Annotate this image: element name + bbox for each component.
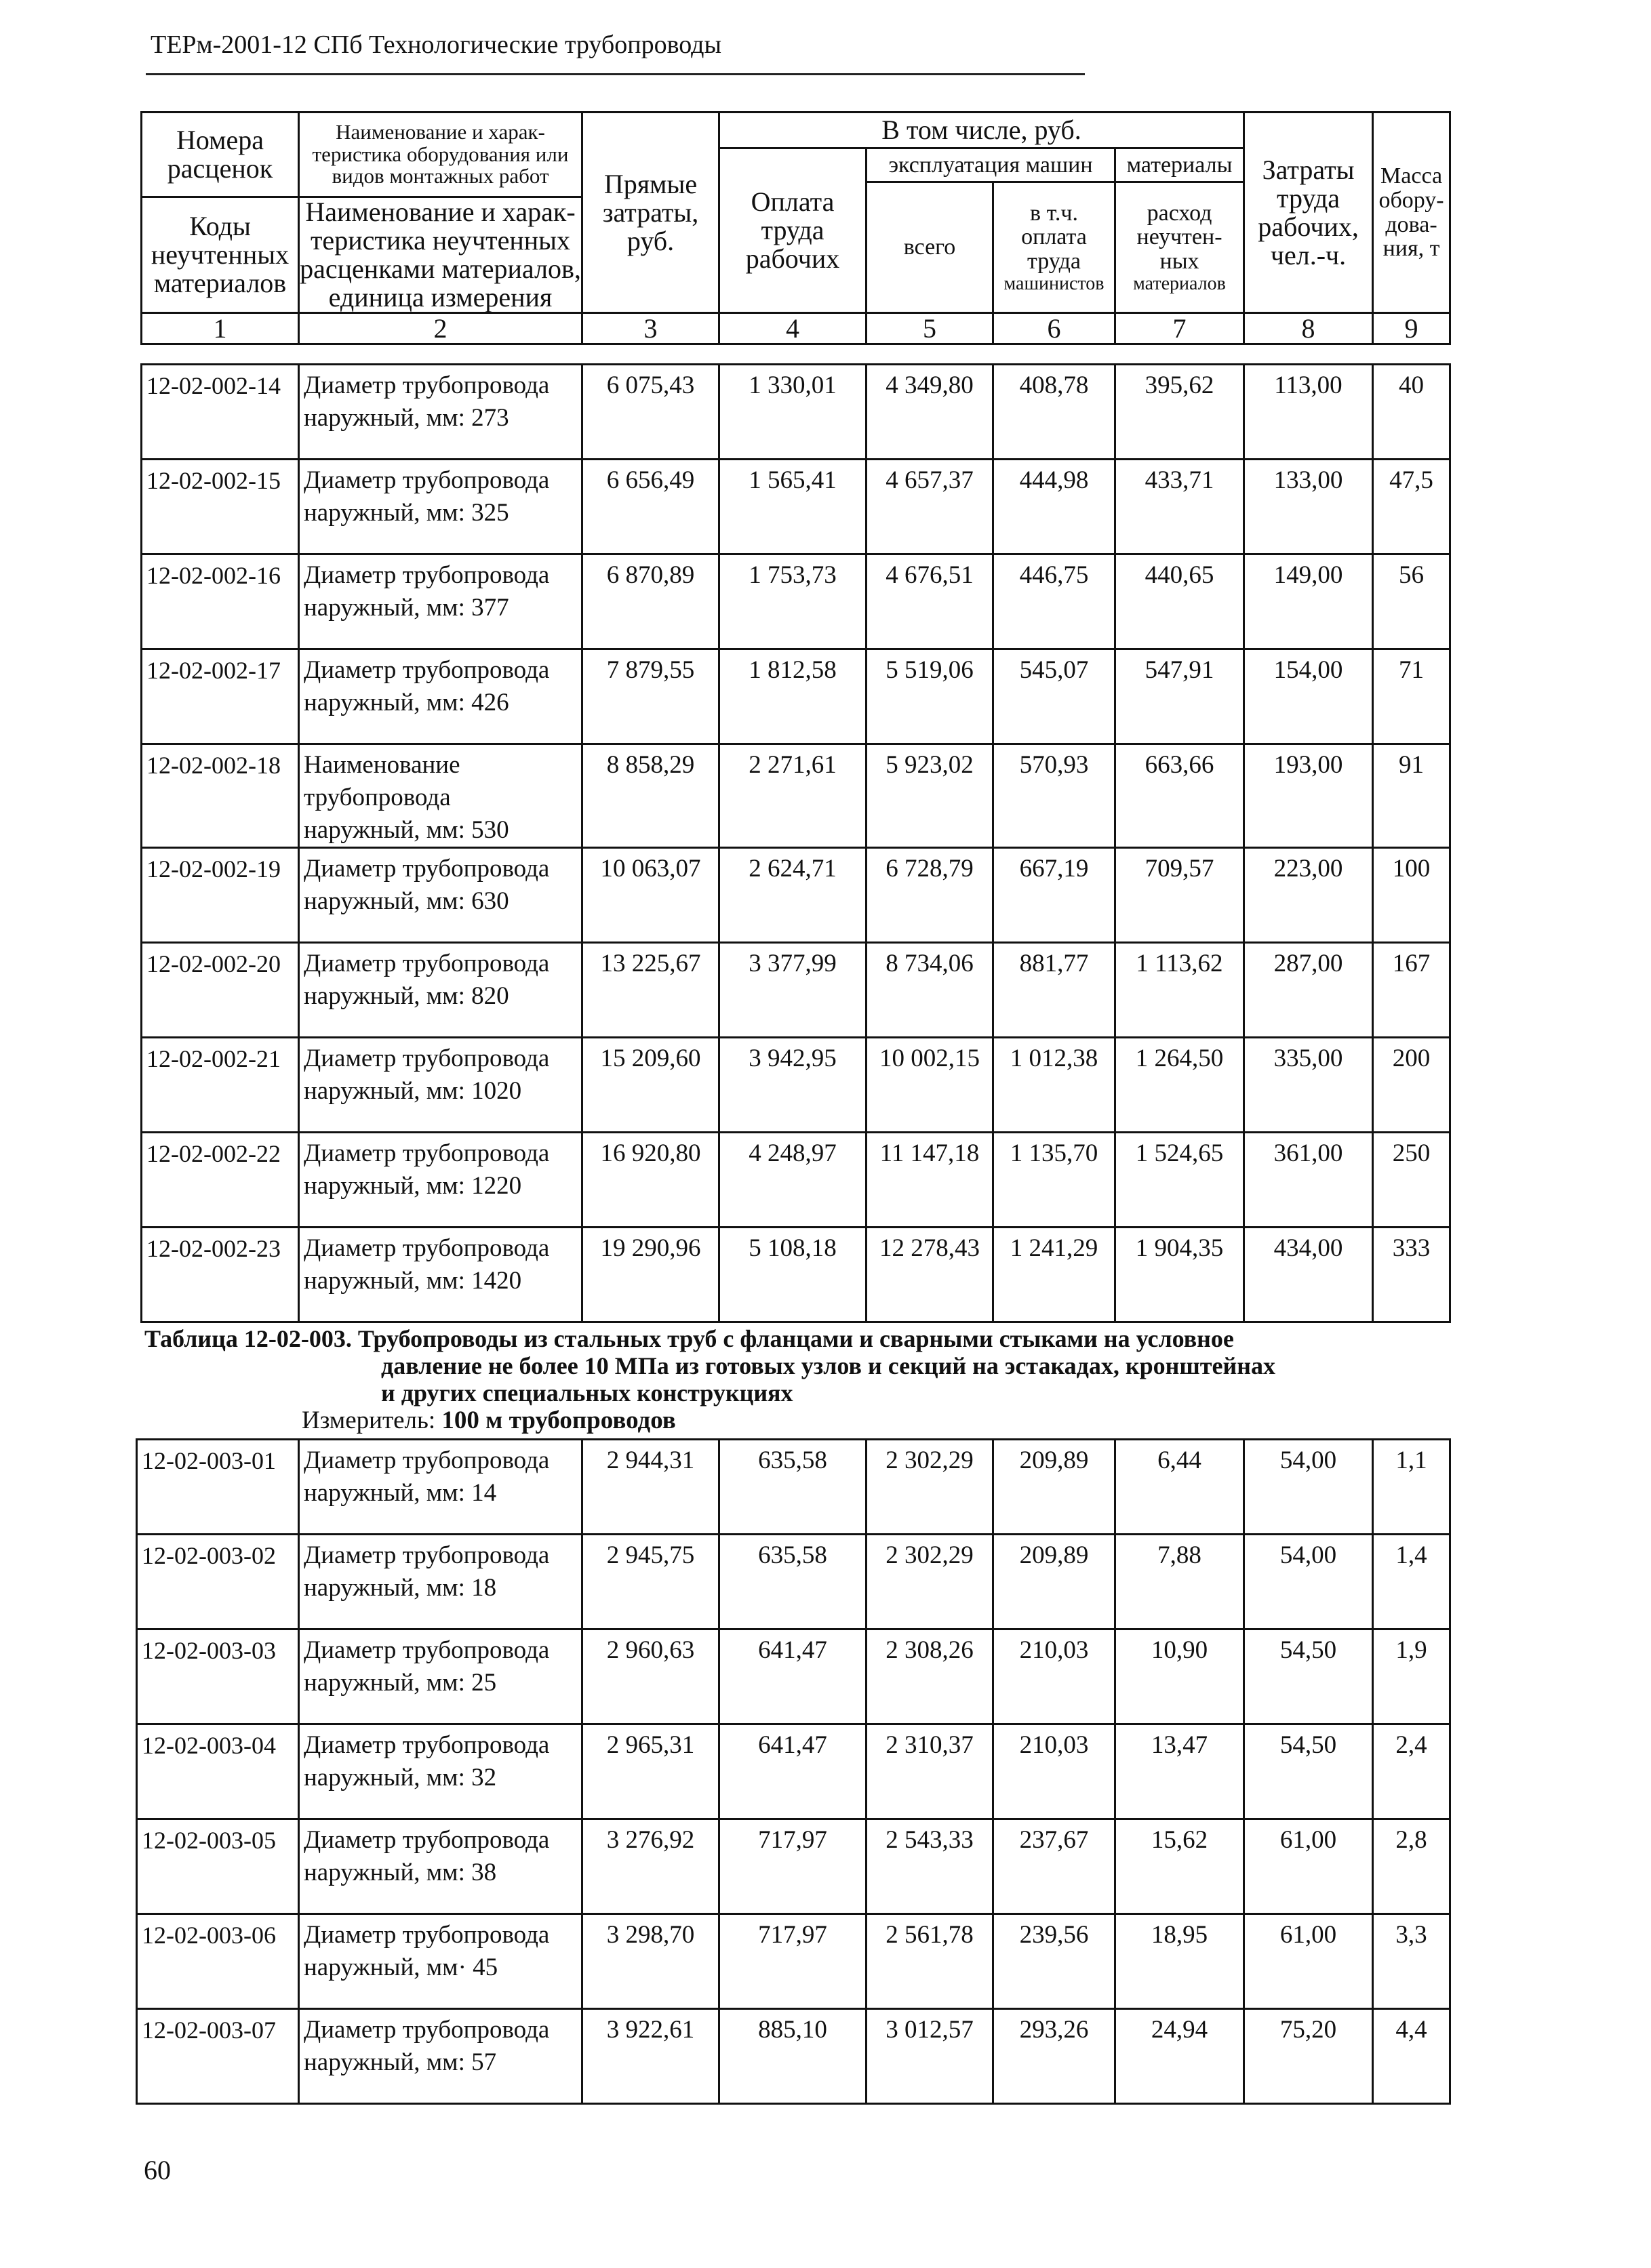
cell-materials: 7,88: [1115, 1535, 1244, 1629]
cell-hours: 113,00: [1244, 365, 1373, 460]
cell-mach: 4 676,51: [867, 554, 993, 649]
cell-mass: 167: [1373, 943, 1450, 1038]
rate-code: 12-02-002-20: [142, 943, 299, 1038]
table-row: [142, 943, 1450, 1038]
header-worker-pay: Оплата труда рабочих: [719, 148, 867, 313]
table-row: [142, 649, 1450, 744]
cell-mass: 91: [1373, 744, 1450, 848]
cell-mach-labor: 408,78: [993, 365, 1115, 460]
header-machines-total: всего: [867, 182, 993, 313]
table-row: [142, 365, 1450, 460]
header-rate-number: Номера расценок: [142, 113, 299, 197]
cell-labor: 4 248,97: [719, 1133, 867, 1228]
cell-materials: 18,95: [1115, 1914, 1244, 2009]
rate-code: 12-02-003-04: [137, 1724, 299, 1819]
column-number: 3: [582, 313, 719, 344]
cell-hours: 75,20: [1244, 2009, 1373, 2104]
cell-mach: 2 543,33: [867, 1819, 993, 1914]
cell-mach: 10 002,15: [867, 1038, 993, 1133]
measure-unit: Измеритель: 100 м трубопроводов: [302, 1406, 676, 1434]
header-rule: [146, 73, 1085, 75]
cell-materials: 15,62: [1115, 1819, 1244, 1914]
cell-labor: 1 565,41: [719, 460, 867, 554]
header-machinist-pay: в т.ч. оплата труда машинистов: [993, 182, 1115, 313]
cell-mach-labor: 1 241,29: [993, 1228, 1115, 1322]
cell-mass: 250: [1373, 1133, 1450, 1228]
rate-code: 12-02-002-23: [142, 1228, 299, 1322]
table-caption-line3: и других специальных конструкциях: [381, 1379, 793, 1406]
column-header-table: [140, 111, 1451, 345]
cell-direct: 2 965,31: [582, 1724, 719, 1819]
work-name: Диаметр трубопровода наружный, мм: 820: [299, 943, 582, 1038]
header-direct-costs: Прямые затраты, руб.: [582, 113, 719, 313]
cell-labor: 3 942,95: [719, 1038, 867, 1133]
rate-code: 12-02-002-18: [142, 744, 299, 848]
column-number: 5: [867, 313, 993, 344]
cell-mach-labor: 210,03: [993, 1629, 1115, 1724]
cell-materials: 433,71: [1115, 460, 1244, 554]
cell-mass: 3,3: [1373, 1914, 1450, 2009]
header-materials-label: материалы: [1115, 148, 1244, 182]
work-name: Диаметр трубопровода наружный, мм: 325: [299, 460, 582, 554]
table-row: [142, 554, 1450, 649]
cell-mass: 1,4: [1373, 1535, 1450, 1629]
table-row: [142, 1228, 1450, 1322]
table-row: [137, 1724, 1450, 1819]
cell-direct: 3 922,61: [582, 2009, 719, 2104]
rates-table-12-02-002: [140, 363, 1451, 1323]
cell-mass: 71: [1373, 649, 1450, 744]
cell-labor: 3 377,99: [719, 943, 867, 1038]
work-name: Диаметр трубопровода наружный, мм: 1420: [299, 1228, 582, 1322]
cell-materials: 1 113,62: [1115, 943, 1244, 1038]
table-row: [142, 1133, 1450, 1228]
cell-mach: 2 310,37: [867, 1724, 993, 1819]
cell-materials: 547,91: [1115, 649, 1244, 744]
work-name: Диаметр трубопровода наружный, мм: 630: [299, 848, 582, 943]
column-number: 2: [299, 313, 582, 344]
cell-labor: 635,58: [719, 1535, 867, 1629]
cell-hours: 61,00: [1244, 1819, 1373, 1914]
cell-mass: 333: [1373, 1228, 1450, 1322]
table-row: [137, 1819, 1450, 1914]
header-work-name: Наименование и харак- теристика оборудования или видов монтажных работ: [299, 113, 582, 197]
cell-labor: 1 812,58: [719, 649, 867, 744]
cell-direct: 6 075,43: [582, 365, 719, 460]
cell-direct: 13 225,67: [582, 943, 719, 1038]
cell-direct: 6 870,89: [582, 554, 719, 649]
cell-materials: 10,90: [1115, 1629, 1244, 1724]
cell-mach-labor: 667,19: [993, 848, 1115, 943]
cell-hours: 361,00: [1244, 1133, 1373, 1228]
work-name: Диаметр трубопровода наружный, мм: 18: [299, 1535, 582, 1629]
cell-materials: 709,57: [1115, 848, 1244, 943]
cell-mass: 40: [1373, 365, 1450, 460]
cell-hours: 149,00: [1244, 554, 1373, 649]
header-group-label: В том числе, руб.: [719, 113, 1244, 148]
work-name: Диаметр трубопровода наружный, мм: 25: [299, 1629, 582, 1724]
cell-mach: 4 349,80: [867, 365, 993, 460]
cell-materials: 1 524,65: [1115, 1133, 1244, 1228]
cell-hours: 434,00: [1244, 1228, 1373, 1322]
cell-mach: 12 278,43: [867, 1228, 993, 1322]
rate-code: 12-02-003-03: [137, 1629, 299, 1724]
cell-direct: 3 276,92: [582, 1819, 719, 1914]
rate-code: 12-02-003-02: [137, 1535, 299, 1629]
cell-hours: 54,50: [1244, 1629, 1373, 1724]
column-number: 4: [719, 313, 867, 344]
rate-code: 12-02-003-01: [137, 1440, 299, 1535]
rate-code: 12-02-003-05: [137, 1819, 299, 1914]
cell-mach-labor: 446,75: [993, 554, 1115, 649]
cell-hours: 54,50: [1244, 1724, 1373, 1819]
header-labor-hours: Затраты труда рабочих, чел.-ч.: [1244, 113, 1373, 313]
table-row: [137, 1535, 1450, 1629]
table-row: [137, 1914, 1450, 2009]
cell-mach-labor: 210,03: [993, 1724, 1115, 1819]
rates-table-12-02-003: [136, 1438, 1451, 2105]
column-number: 6: [993, 313, 1115, 344]
cell-mach-labor: 239,56: [993, 1914, 1115, 2009]
cell-mach-labor: 1 012,38: [993, 1038, 1115, 1133]
rate-code: 12-02-002-22: [142, 1133, 299, 1228]
cell-mach: 3 012,57: [867, 2009, 993, 2104]
cell-direct: 7 879,55: [582, 649, 719, 744]
rate-code: 12-02-002-21: [142, 1038, 299, 1133]
cell-mass: 100: [1373, 848, 1450, 943]
table-row: [142, 744, 1450, 848]
rate-code: 12-02-002-14: [142, 365, 299, 460]
cell-hours: 54,00: [1244, 1440, 1373, 1535]
table-row: [137, 1629, 1450, 1724]
cell-direct: 2 945,75: [582, 1535, 719, 1629]
work-name: Диаметр трубопровода наружный, мм: 273: [299, 365, 582, 460]
cell-hours: 61,00: [1244, 1914, 1373, 2009]
cell-labor: 635,58: [719, 1440, 867, 1535]
cell-mach-labor: 1 135,70: [993, 1133, 1115, 1228]
cell-labor: 2 271,61: [719, 744, 867, 848]
work-name: Диаметр трубопровода наружный, мм: 32: [299, 1724, 582, 1819]
cell-materials: 6,44: [1115, 1440, 1244, 1535]
cell-mach: 5 519,06: [867, 649, 993, 744]
cell-mach: 2 308,26: [867, 1629, 993, 1724]
rate-code: 12-02-002-19: [142, 848, 299, 943]
cell-hours: 54,00: [1244, 1535, 1373, 1629]
cell-mass: 1,9: [1373, 1629, 1450, 1724]
cell-materials: 663,66: [1115, 744, 1244, 848]
column-number: 8: [1244, 313, 1373, 344]
cell-materials: 395,62: [1115, 365, 1244, 460]
table-row: [142, 460, 1450, 554]
work-name: Диаметр трубопровода наружный, мм: 1220: [299, 1133, 582, 1228]
cell-labor: 5 108,18: [719, 1228, 867, 1322]
cell-mach-labor: 881,77: [993, 943, 1115, 1038]
work-name: Диаметр трубопровода наружный, мм: 377: [299, 554, 582, 649]
cell-labor: 885,10: [719, 2009, 867, 2104]
cell-mass: 1,1: [1373, 1440, 1450, 1535]
rate-code: 12-02-002-17: [142, 649, 299, 744]
cell-materials: 13,47: [1115, 1724, 1244, 1819]
cell-labor: 717,97: [719, 1819, 867, 1914]
cell-direct: 16 920,80: [582, 1133, 719, 1228]
work-name: Диаметр трубопровода наружный, мм: 426: [299, 649, 582, 744]
work-name: Диаметр трубопровода наружный, мм· 45: [299, 1914, 582, 2009]
cell-mach: 2 302,29: [867, 1440, 993, 1535]
cell-materials: 1 904,35: [1115, 1228, 1244, 1322]
cell-mach-labor: 209,89: [993, 1535, 1115, 1629]
cell-mach-labor: 444,98: [993, 460, 1115, 554]
cell-direct: 8 858,29: [582, 744, 719, 848]
header-material-name: Наименование и харак- теристика неучтенных расценками материалов, единица измерения: [300, 197, 581, 312]
table-caption-line2: давление не более 10 МПа из готовых узлов и секций на эстакадах, кронштейнах: [381, 1352, 1275, 1379]
cell-mass: 47,5: [1373, 460, 1450, 554]
table-caption-line1: Таблица 12-02-003. Трубопроводы из стальных труб с фланцами и сварными стыками на условное: [144, 1325, 1234, 1352]
cell-mach-labor: 570,93: [993, 744, 1115, 848]
page-header-title: ТЕРм-2001-12 СПб Технологические трубопроводы: [151, 31, 722, 59]
cell-direct: 15 209,60: [582, 1038, 719, 1133]
cell-mach-labor: 293,26: [993, 2009, 1115, 2104]
rate-code: 12-02-003-06: [137, 1914, 299, 2009]
cell-mach-labor: 545,07: [993, 649, 1115, 744]
cell-mach: 8 734,06: [867, 943, 993, 1038]
cell-mach: 4 657,37: [867, 460, 993, 554]
page-number: 60: [144, 2155, 171, 2185]
cell-hours: 154,00: [1244, 649, 1373, 744]
table-row: [137, 2009, 1450, 2104]
cell-direct: 19 290,96: [582, 1228, 719, 1322]
cell-mass: 56: [1373, 554, 1450, 649]
cell-hours: 133,00: [1244, 460, 1373, 554]
cell-hours: 223,00: [1244, 848, 1373, 943]
table-row: [137, 1440, 1450, 1535]
header-equipment-mass: Масса обору- дова- ния, т: [1373, 113, 1450, 313]
work-name: Диаметр трубопровода наружный, мм: 57: [299, 2009, 582, 2104]
cell-mass: 4,4: [1373, 2009, 1450, 2104]
column-number: 1: [142, 313, 299, 344]
work-name: Диаметр трубопровода наружный, мм: 38: [299, 1819, 582, 1914]
cell-mach: 6 728,79: [867, 848, 993, 943]
cell-mach: 2 302,29: [867, 1535, 993, 1629]
cell-hours: 287,00: [1244, 943, 1373, 1038]
cell-materials: 440,65: [1115, 554, 1244, 649]
column-number: 7: [1115, 313, 1244, 344]
cell-mass: 200: [1373, 1038, 1450, 1133]
column-number: 9: [1373, 313, 1450, 344]
table-row: [142, 1038, 1450, 1133]
cell-mass: 2,8: [1373, 1819, 1450, 1914]
cell-mach: 2 561,78: [867, 1914, 993, 2009]
cell-direct: 2 960,63: [582, 1629, 719, 1724]
header-machines-label: эксплуатация машин: [867, 148, 1115, 182]
cell-hours: 335,00: [1244, 1038, 1373, 1133]
cell-direct: 10 063,07: [582, 848, 719, 943]
work-name: Диаметр трубопровода наружный, мм: 1020: [299, 1038, 582, 1133]
table-row: [142, 848, 1450, 943]
cell-materials: 24,94: [1115, 2009, 1244, 2104]
cell-labor: 1 330,01: [719, 365, 867, 460]
cell-labor: 717,97: [719, 1914, 867, 2009]
cell-direct: 2 944,31: [582, 1440, 719, 1535]
header-column-numbers: [142, 313, 1450, 344]
cell-mach: 11 147,18: [867, 1133, 993, 1228]
cell-mach: 5 923,02: [867, 744, 993, 848]
rate-code: 12-02-002-15: [142, 460, 299, 554]
rate-code: 12-02-003-07: [137, 2009, 299, 2104]
cell-labor: 1 753,73: [719, 554, 867, 649]
cell-hours: 193,00: [1244, 744, 1373, 848]
cell-labor: 641,47: [719, 1724, 867, 1819]
work-name: Наименование трубопровода наружный, мм: 530: [299, 744, 582, 848]
header-material-codes: Коды неучтенных материалов: [142, 197, 299, 313]
cell-mach-labor: 209,89: [993, 1440, 1115, 1535]
cell-materials: 1 264,50: [1115, 1038, 1244, 1133]
cell-direct: 3 298,70: [582, 1914, 719, 2009]
header-unaccounted-materials: расход неучтен- ных материалов: [1115, 182, 1244, 313]
cell-labor: 2 624,71: [719, 848, 867, 943]
rate-code: 12-02-002-16: [142, 554, 299, 649]
work-name: Диаметр трубопровода наружный, мм: 14: [299, 1440, 582, 1535]
cell-direct: 6 656,49: [582, 460, 719, 554]
cell-mach-labor: 237,67: [993, 1819, 1115, 1914]
cell-labor: 641,47: [719, 1629, 867, 1724]
cell-mass: 2,4: [1373, 1724, 1450, 1819]
